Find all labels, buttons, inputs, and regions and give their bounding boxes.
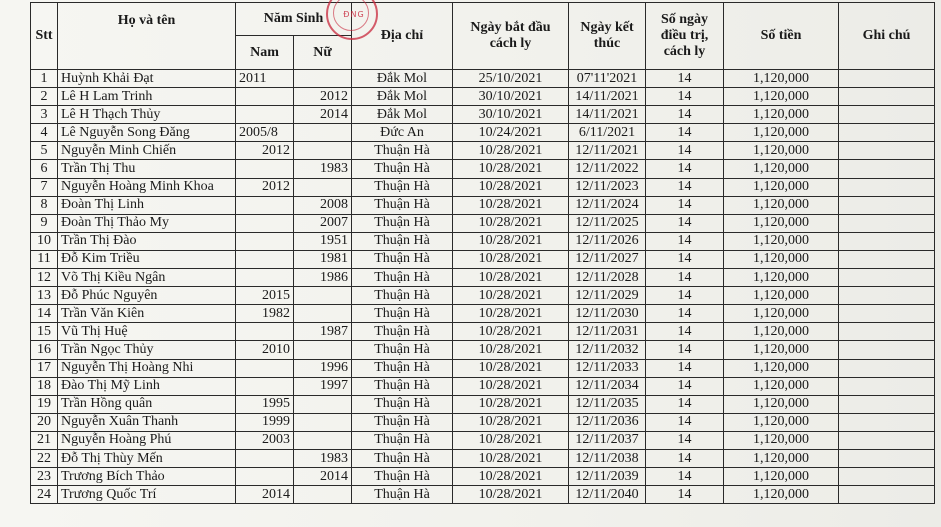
- table-row: [31, 449, 935, 467]
- header-male: Nam: [236, 36, 294, 70]
- cell-start-date: 10/28/2021: [453, 160, 569, 178]
- cell-days: 14: [646, 323, 724, 341]
- cell-address: Thuận Hà: [352, 449, 453, 467]
- cell-start-date: 10/28/2021: [453, 232, 569, 250]
- cell-start-date: 25/10/2021: [453, 70, 569, 88]
- cell-note: [839, 323, 935, 341]
- cell-note: [839, 359, 935, 377]
- cell-address: Thuận Hà: [352, 287, 453, 305]
- cell-note: [839, 178, 935, 196]
- cell-days: 14: [646, 142, 724, 160]
- cell-birth-male: [236, 359, 294, 377]
- cell-birth-male: 2011: [236, 70, 294, 88]
- cell-birth-male: [236, 160, 294, 178]
- cell-stt: 21: [31, 431, 58, 449]
- cell-days: 14: [646, 196, 724, 214]
- cell-days: 14: [646, 160, 724, 178]
- cell-amount: 1,120,000: [724, 178, 839, 196]
- cell-start-date: 10/28/2021: [453, 395, 569, 413]
- cell-start-date: 10/28/2021: [453, 287, 569, 305]
- cell-stt: 6: [31, 160, 58, 178]
- cell-end-date: 12/11/2027: [569, 250, 646, 268]
- cell-note: [839, 214, 935, 232]
- table-row: [31, 196, 935, 214]
- cell-birth-male: 1982: [236, 305, 294, 323]
- table-row: [31, 269, 935, 287]
- cell-birth-female: 2007: [294, 214, 352, 232]
- cell-name: Nguyễn Hoàng Minh Khoa: [58, 178, 236, 196]
- header-row-1: [31, 3, 935, 36]
- cell-end-date: 12/11/2033: [569, 359, 646, 377]
- cell-start-date: 10/28/2021: [453, 468, 569, 486]
- cell-stt: 8: [31, 196, 58, 214]
- table-row: [31, 214, 935, 232]
- table-row: [31, 142, 935, 160]
- cell-days: 14: [646, 269, 724, 287]
- cell-stt: 13: [31, 287, 58, 305]
- cell-end-date: 12/11/2036: [569, 413, 646, 431]
- cell-start-date: 30/10/2021: [453, 88, 569, 106]
- cell-name: Võ Thị Kiều Ngân: [58, 269, 236, 287]
- cell-birth-female: [294, 124, 352, 142]
- cell-amount: 1,120,000: [724, 106, 839, 124]
- cell-name: Vũ Thị Huệ: [58, 323, 236, 341]
- cell-birth-female: 1997: [294, 377, 352, 395]
- table-row: [31, 486, 935, 504]
- cell-end-date: 12/11/2024: [569, 196, 646, 214]
- table-row: [31, 178, 935, 196]
- cell-birth-male: 1999: [236, 413, 294, 431]
- cell-note: [839, 88, 935, 106]
- cell-end-date: 12/11/2038: [569, 449, 646, 467]
- cell-name: Trần Văn Kiên: [58, 305, 236, 323]
- cell-stt: 12: [31, 269, 58, 287]
- cell-birth-male: 2005/8: [236, 124, 294, 142]
- cell-birth-male: [236, 449, 294, 467]
- cell-days: 14: [646, 232, 724, 250]
- cell-days: 14: [646, 70, 724, 88]
- cell-end-date: 12/11/2028: [569, 269, 646, 287]
- cell-address: Thuận Hà: [352, 431, 453, 449]
- table-row: [31, 88, 935, 106]
- cell-birth-female: 1987: [294, 323, 352, 341]
- cell-address: Đắk Mol: [352, 106, 453, 124]
- cell-birth-male: [236, 106, 294, 124]
- cell-amount: 1,120,000: [724, 160, 839, 178]
- cell-end-date: 12/11/2022: [569, 160, 646, 178]
- cell-stt: 9: [31, 214, 58, 232]
- cell-start-date: 10/28/2021: [453, 486, 569, 504]
- cell-birth-female: 1986: [294, 269, 352, 287]
- cell-birth-male: [236, 214, 294, 232]
- cell-note: [839, 269, 935, 287]
- cell-stt: 17: [31, 359, 58, 377]
- cell-name: Lê H Thạch Thủy: [58, 106, 236, 124]
- cell-name: Nguyễn Xuân Thanh: [58, 413, 236, 431]
- cell-stt: 3: [31, 106, 58, 124]
- cell-stt: 11: [31, 250, 58, 268]
- cell-name: Trần Hồng quân: [58, 395, 236, 413]
- cell-amount: 1,120,000: [724, 305, 839, 323]
- cell-start-date: 10/28/2021: [453, 178, 569, 196]
- cell-note: [839, 70, 935, 88]
- stamp-text: ĐNG: [343, 10, 365, 19]
- header-address: Địa chỉ: [352, 3, 453, 70]
- cell-note: [839, 341, 935, 359]
- cell-amount: 1,120,000: [724, 431, 839, 449]
- table-row: [31, 323, 935, 341]
- cell-amount: 1,120,000: [724, 486, 839, 504]
- cell-address: Đắk Mol: [352, 70, 453, 88]
- cell-start-date: 10/28/2021: [453, 305, 569, 323]
- cell-end-date: 12/11/2030: [569, 305, 646, 323]
- cell-end-date: 6/11/2021: [569, 124, 646, 142]
- cell-name: Huỳnh Khải Đạt: [58, 70, 236, 88]
- cell-end-date: 12/11/2039: [569, 468, 646, 486]
- cell-days: 14: [646, 468, 724, 486]
- cell-birth-male: [236, 196, 294, 214]
- cell-name: Nguyễn Minh Chiến: [58, 142, 236, 160]
- cell-start-date: 10/28/2021: [453, 323, 569, 341]
- cell-address: Thuận Hà: [352, 178, 453, 196]
- cell-note: [839, 160, 935, 178]
- cell-name: Trương Bích Thảo: [58, 468, 236, 486]
- cell-stt: 10: [31, 232, 58, 250]
- cell-address: Thuận Hà: [352, 305, 453, 323]
- table-row: [31, 124, 935, 142]
- cell-stt: 24: [31, 486, 58, 504]
- cell-birth-male: 2014: [236, 486, 294, 504]
- cell-birth-male: [236, 323, 294, 341]
- header-days: Số ngày điều trị, cách ly: [646, 3, 724, 70]
- cell-days: 14: [646, 305, 724, 323]
- cell-birth-female: [294, 142, 352, 160]
- cell-days: 14: [646, 359, 724, 377]
- cell-stt: 22: [31, 449, 58, 467]
- cell-days: 14: [646, 431, 724, 449]
- cell-note: [839, 413, 935, 431]
- cell-end-date: 12/11/2031: [569, 323, 646, 341]
- cell-end-date: 12/11/2040: [569, 486, 646, 504]
- table-row: [31, 232, 935, 250]
- cell-amount: 1,120,000: [724, 232, 839, 250]
- cell-days: 14: [646, 178, 724, 196]
- cell-end-date: 12/11/2034: [569, 377, 646, 395]
- cell-days: 14: [646, 377, 724, 395]
- cell-birth-female: 2012: [294, 88, 352, 106]
- cell-stt: 1: [31, 70, 58, 88]
- cell-address: Thuận Hà: [352, 142, 453, 160]
- cell-end-date: 12/11/2021: [569, 142, 646, 160]
- cell-start-date: 10/24/2021: [453, 124, 569, 142]
- cell-stt: 19: [31, 395, 58, 413]
- cell-end-date: 12/11/2035: [569, 395, 646, 413]
- cell-address: Thuận Hà: [352, 395, 453, 413]
- cell-amount: 1,120,000: [724, 88, 839, 106]
- table-row: [31, 468, 935, 486]
- cell-name: Đỗ Phúc Nguyên: [58, 287, 236, 305]
- cell-birth-male: 2003: [236, 431, 294, 449]
- cell-amount: 1,120,000: [724, 449, 839, 467]
- cell-birth-male: 2015: [236, 287, 294, 305]
- cell-days: 14: [646, 88, 724, 106]
- table-row: [31, 413, 935, 431]
- table-row: [31, 377, 935, 395]
- cell-days: 14: [646, 486, 724, 504]
- cell-days: 14: [646, 124, 724, 142]
- cell-start-date: 10/28/2021: [453, 196, 569, 214]
- table-row: [31, 359, 935, 377]
- cell-birth-male: [236, 468, 294, 486]
- cell-name: Trần Ngọc Thủy: [58, 341, 236, 359]
- cell-stt: 2: [31, 88, 58, 106]
- cell-birth-female: 2014: [294, 106, 352, 124]
- cell-start-date: 30/10/2021: [453, 106, 569, 124]
- cell-name: Lê Nguyễn Song Đăng: [58, 124, 236, 142]
- cell-address: Đức An: [352, 124, 453, 142]
- cell-name: Trương Quốc Trí: [58, 486, 236, 504]
- cell-birth-female: 1951: [294, 232, 352, 250]
- cell-address: Thuận Hà: [352, 341, 453, 359]
- cell-address: Thuận Hà: [352, 413, 453, 431]
- cell-note: [839, 106, 935, 124]
- table-row: [31, 395, 935, 413]
- cell-end-date: 12/11/2025: [569, 214, 646, 232]
- cell-birth-female: 1983: [294, 160, 352, 178]
- cell-amount: 1,120,000: [724, 70, 839, 88]
- cell-birth-female: [294, 341, 352, 359]
- cell-birth-female: 2008: [294, 196, 352, 214]
- header-stt: Stt: [31, 3, 58, 70]
- cell-birth-male: 2012: [236, 178, 294, 196]
- cell-note: [839, 196, 935, 214]
- cell-start-date: 10/28/2021: [453, 269, 569, 287]
- cell-birth-male: 1995: [236, 395, 294, 413]
- cell-start-date: 10/28/2021: [453, 359, 569, 377]
- cell-birth-male: [236, 250, 294, 268]
- cell-amount: 1,120,000: [724, 377, 839, 395]
- cell-birth-female: [294, 70, 352, 88]
- cell-days: 14: [646, 341, 724, 359]
- cell-birth-female: [294, 431, 352, 449]
- cell-start-date: 10/28/2021: [453, 377, 569, 395]
- cell-address: Thuận Hà: [352, 232, 453, 250]
- table-row: [31, 287, 935, 305]
- cell-name: Đoàn Thị Linh: [58, 196, 236, 214]
- cell-stt: 16: [31, 341, 58, 359]
- table-row: [31, 70, 935, 88]
- cell-name: Nguyễn Hoàng Phú: [58, 431, 236, 449]
- cell-address: Thuận Hà: [352, 359, 453, 377]
- cell-days: 14: [646, 250, 724, 268]
- cell-days: 14: [646, 413, 724, 431]
- cell-address: Thuận Hà: [352, 250, 453, 268]
- cell-note: [839, 124, 935, 142]
- cell-note: [839, 305, 935, 323]
- cell-stt: 5: [31, 142, 58, 160]
- cell-end-date: 12/11/2026: [569, 232, 646, 250]
- cell-birth-female: [294, 305, 352, 323]
- cell-note: [839, 232, 935, 250]
- cell-amount: 1,120,000: [724, 413, 839, 431]
- cell-note: [839, 449, 935, 467]
- cell-end-date: 14/11/2021: [569, 106, 646, 124]
- cell-end-date: 12/11/2029: [569, 287, 646, 305]
- cell-days: 14: [646, 214, 724, 232]
- cell-name: Đoàn Thị Thảo My: [58, 214, 236, 232]
- cell-start-date: 10/28/2021: [453, 449, 569, 467]
- cell-note: [839, 142, 935, 160]
- cell-birth-female: [294, 287, 352, 305]
- cell-birth-female: 1981: [294, 250, 352, 268]
- cell-amount: 1,120,000: [724, 341, 839, 359]
- header-name: Họ và tên: [58, 3, 236, 70]
- header-female: Nữ: [294, 36, 352, 70]
- cell-stt: 23: [31, 468, 58, 486]
- cell-days: 14: [646, 395, 724, 413]
- cell-amount: 1,120,000: [724, 359, 839, 377]
- cell-address: Thuận Hà: [352, 377, 453, 395]
- cell-note: [839, 468, 935, 486]
- cell-amount: 1,120,000: [724, 196, 839, 214]
- cell-amount: 1,120,000: [724, 250, 839, 268]
- cell-days: 14: [646, 287, 724, 305]
- cell-end-date: 07'11'2021: [569, 70, 646, 88]
- cell-birth-female: [294, 395, 352, 413]
- cell-address: Thuận Hà: [352, 468, 453, 486]
- cell-birth-male: [236, 232, 294, 250]
- table-row: [31, 431, 935, 449]
- header-amount: Số tiền: [724, 3, 839, 70]
- cell-days: 14: [646, 449, 724, 467]
- header-birth-year: Năm Sinh: [236, 3, 352, 36]
- quarantine-table: [30, 2, 935, 504]
- cell-note: [839, 486, 935, 504]
- cell-birth-female: [294, 178, 352, 196]
- cell-stt: 18: [31, 377, 58, 395]
- cell-name: Đào Thị Mỹ Linh: [58, 377, 236, 395]
- cell-stt: 4: [31, 124, 58, 142]
- cell-note: [839, 287, 935, 305]
- cell-end-date: 12/11/2023: [569, 178, 646, 196]
- cell-amount: 1,120,000: [724, 287, 839, 305]
- cell-start-date: 10/28/2021: [453, 413, 569, 431]
- cell-birth-male: 2012: [236, 142, 294, 160]
- cell-name: Đỗ Thị Thùy Mến: [58, 449, 236, 467]
- cell-note: [839, 377, 935, 395]
- cell-amount: 1,120,000: [724, 269, 839, 287]
- cell-end-date: 12/11/2037: [569, 431, 646, 449]
- cell-amount: 1,120,000: [724, 395, 839, 413]
- cell-name: Lê H Lam Trinh: [58, 88, 236, 106]
- cell-stt: 20: [31, 413, 58, 431]
- header-end-date: Ngày kết thúc: [569, 3, 646, 70]
- cell-address: Thuận Hà: [352, 214, 453, 232]
- cell-amount: 1,120,000: [724, 124, 839, 142]
- cell-amount: 1,120,000: [724, 214, 839, 232]
- cell-amount: 1,120,000: [724, 142, 839, 160]
- cell-name: Đỗ Kim Triều: [58, 250, 236, 268]
- table-row: [31, 160, 935, 178]
- table-row: [31, 250, 935, 268]
- table-row: [31, 341, 935, 359]
- cell-start-date: 10/28/2021: [453, 214, 569, 232]
- cell-birth-female: 2014: [294, 468, 352, 486]
- cell-birth-female: [294, 413, 352, 431]
- cell-start-date: 10/28/2021: [453, 250, 569, 268]
- cell-address: Thuận Hà: [352, 323, 453, 341]
- cell-start-date: 10/28/2021: [453, 341, 569, 359]
- cell-birth-female: 1983: [294, 449, 352, 467]
- cell-start-date: 10/28/2021: [453, 142, 569, 160]
- cell-amount: 1,120,000: [724, 323, 839, 341]
- cell-note: [839, 395, 935, 413]
- cell-birth-female: [294, 486, 352, 504]
- cell-address: Thuận Hà: [352, 486, 453, 504]
- table-row: [31, 305, 935, 323]
- header-start-date: Ngày bắt đầu cách ly: [453, 3, 569, 70]
- cell-birth-female: 1996: [294, 359, 352, 377]
- table-row: [31, 106, 935, 124]
- cell-days: 14: [646, 106, 724, 124]
- cell-note: [839, 431, 935, 449]
- header-note: Ghi chú: [839, 3, 935, 70]
- cell-address: Đắk Mol: [352, 88, 453, 106]
- cell-note: [839, 250, 935, 268]
- cell-stt: 7: [31, 178, 58, 196]
- table-body: [31, 70, 935, 504]
- cell-name: Trần Thị Thu: [58, 160, 236, 178]
- cell-name: Nguyễn Thị Hoàng Nhi: [58, 359, 236, 377]
- cell-address: Thuận Hà: [352, 269, 453, 287]
- cell-end-date: 12/11/2032: [569, 341, 646, 359]
- cell-start-date: 10/28/2021: [453, 431, 569, 449]
- cell-birth-male: [236, 377, 294, 395]
- cell-stt: 14: [31, 305, 58, 323]
- cell-name: Trần Thị Đào: [58, 232, 236, 250]
- cell-birth-male: [236, 269, 294, 287]
- cell-end-date: 14/11/2021: [569, 88, 646, 106]
- cell-birth-male: 2010: [236, 341, 294, 359]
- cell-address: Thuận Hà: [352, 160, 453, 178]
- cell-birth-male: [236, 88, 294, 106]
- cell-address: Thuận Hà: [352, 196, 453, 214]
- cell-stt: 15: [31, 323, 58, 341]
- cell-amount: 1,120,000: [724, 468, 839, 486]
